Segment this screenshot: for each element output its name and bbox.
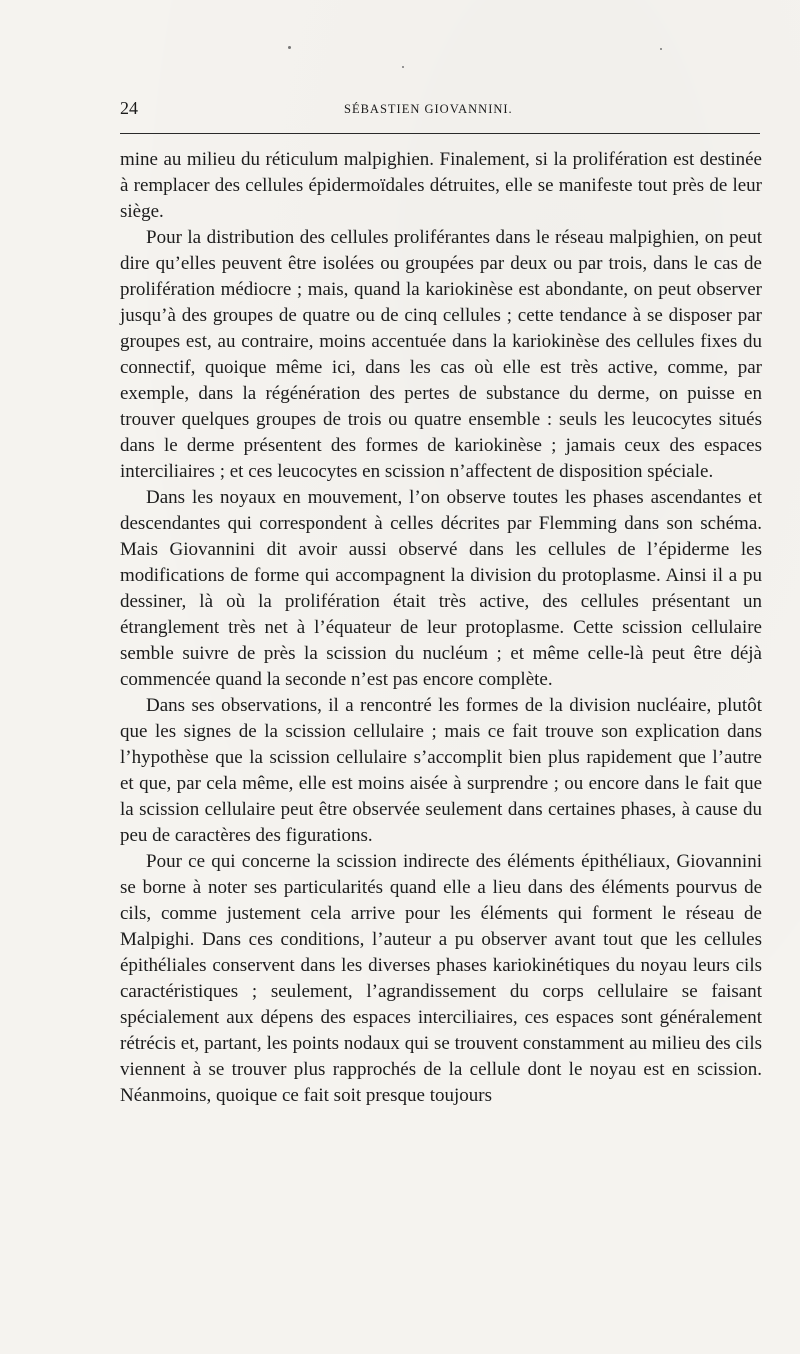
paragraph-2: Pour la distribution des cellules proliférantes dans le réseau malpighien, on peut dire qu’elles peuvent être isolées ou groupées par deux ou par trois, dans le cas de prolifération médiocre ; mais, quand la kariokinèse est abondante, on peut observer jusqu’à des groupes de quatre ou de cinq cellules ; cette tendance à se disposer par groupes est, au contraire, moins accentuée dans la kariokinèse des cellules fixes du connectif, quoique même ici, dans les cas où elle est très active, comme, par exemple, dans la régénération des pertes de substance du derme, on puisse en trouver quelques groupes de trois ou quatre ensemble : seuls les leucocytes situés dans le derme présentent des formes de kariokinèse ; jamais ceux des espaces interciliaires ; et ces leucocytes en scission n’affectent de disposition spéciale.	[120, 227, 762, 482]
page-number: 24	[120, 98, 138, 118]
header-rule	[120, 133, 760, 134]
paragraph-4: Dans ses observations, il a rencontré les formes de la division nucléaire, plutôt que les signes de la scission cellulaire ; mais ce fait trouve son explication dans l’hypothèse que la scission cellulaire s’accomplit bien plus rapidement que l’autre et que, par cela même, elle est moins aisée à surprendre ; ou encore dans le fait que la scission cellulaire peut être observée seulement dans certaines phases, à cause du peu de caractères des figurations.	[120, 695, 762, 846]
body-text	[120, 147, 762, 1109]
paragraph-3: Dans les noyaux en mouvement, l’on observe toutes les phases ascendantes et descendantes qui correspondent à celles décrites par Flemming dans son schéma. Mais Giovannini dit avoir aussi observé dans les cellules de l’épiderme les modifications de forme qui accompagnent la division du protoplasme. Ainsi il a pu dessiner, là où la prolifération était très active, des cellules présentant un étranglement très net à l’équateur de leur protoplasme. Cette scission cellulaire semble suivre de près la scission du nucléum ; et même celle-là peut être déjà commencée quand la seconde n’est pas encore complète.	[120, 487, 762, 690]
page-header	[120, 98, 760, 122]
paragraph-5: Pour ce qui concerne la scission indirecte des éléments épithéliaux, Giovannini se borne à noter ses particularités quand elle a lieu dans des éléments pourvus de cils, comme justement cela arrive pour les éléments qui forment le réseau de Malpighi. Dans ces conditions, l’auteur a pu observer avant tout que les cellules épithéliales conservent dans les diverses phases kariokinétiques du noyau leurs cils caractéristiques ; seulement, l’agrandissement du corps cellulaire se faisant spécialement aux dépens des espaces interciliaires, ces espaces sont généralement rétrécis et, partant, les points nodaux qui se trouvent constamment au milieu des cils viennent à se trouver plus rapprochés de la cellule dont le noyau est en scission. Néanmoins, quoique ce fait soit presque toujours	[120, 851, 762, 1106]
print-speck	[402, 66, 404, 68]
running-head: SÉBASTIEN GIOVANNINI.	[344, 102, 513, 116]
print-speck	[288, 46, 291, 49]
print-speck	[660, 48, 662, 50]
paragraph-1: mine au milieu du réticulum malpighien. Finalement, si la prolifération est destinée à remplacer des cellules épidermoïdales détruites, elle se manifeste tout près de leur siège.	[120, 149, 762, 222]
